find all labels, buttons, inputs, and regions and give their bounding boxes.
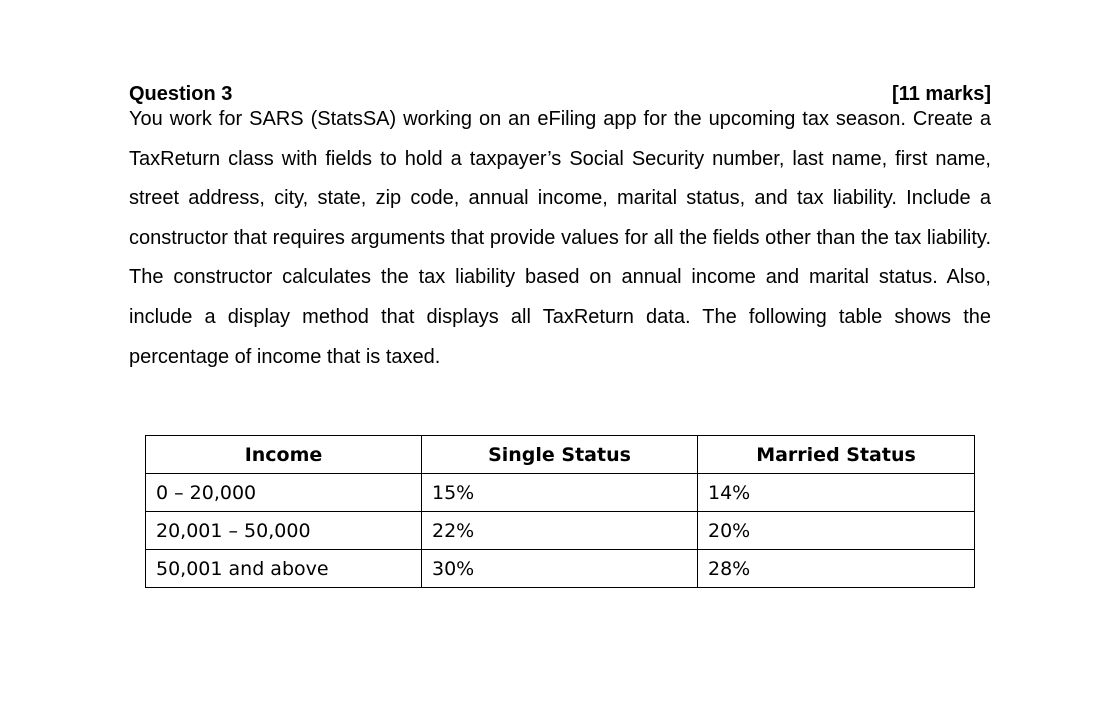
married-rate-cell: 28%: [698, 550, 975, 588]
tax-rate-table: [145, 435, 975, 588]
table-row: [146, 512, 975, 550]
table-row: [146, 550, 975, 588]
income-cell: 50,001 and above: [146, 550, 422, 588]
column-header-income: Income: [146, 436, 422, 474]
income-cell: 20,001 – 50,000: [146, 512, 422, 550]
married-rate-cell: 20%: [698, 512, 975, 550]
column-header-married-status: Married Status: [698, 436, 975, 474]
question-marks: [11 marks]: [892, 83, 991, 105]
table-row: [146, 474, 975, 512]
single-rate-cell: 30%: [422, 550, 698, 588]
single-rate-cell: 22%: [422, 512, 698, 550]
table-header-row: [146, 436, 975, 474]
column-header-single-status: Single Status: [422, 436, 698, 474]
income-cell: 0 – 20,000: [146, 474, 422, 512]
question-block: [129, 82, 991, 377]
question-text: You work for SARS (StatsSA) working on an eFiling app for the upcoming tax season. Create a TaxReturn class with fields to hold a taxpayer’s Social Security number, last name, first name, street address, city, state, zip code, annual income, marital status, and tax liability. Include a constructor that requires arguments that provide values for all the fields other than the tax liability. The constructor calculates the tax liability based on annual income and marital status. Also, include a display method that displays all TaxReturn data. The following table shows the percentage of income that is taxed.: [129, 108, 991, 368]
question-title: Question 3: [129, 83, 233, 105]
single-rate-cell: 15%: [422, 474, 698, 512]
married-rate-cell: 14%: [698, 474, 975, 512]
